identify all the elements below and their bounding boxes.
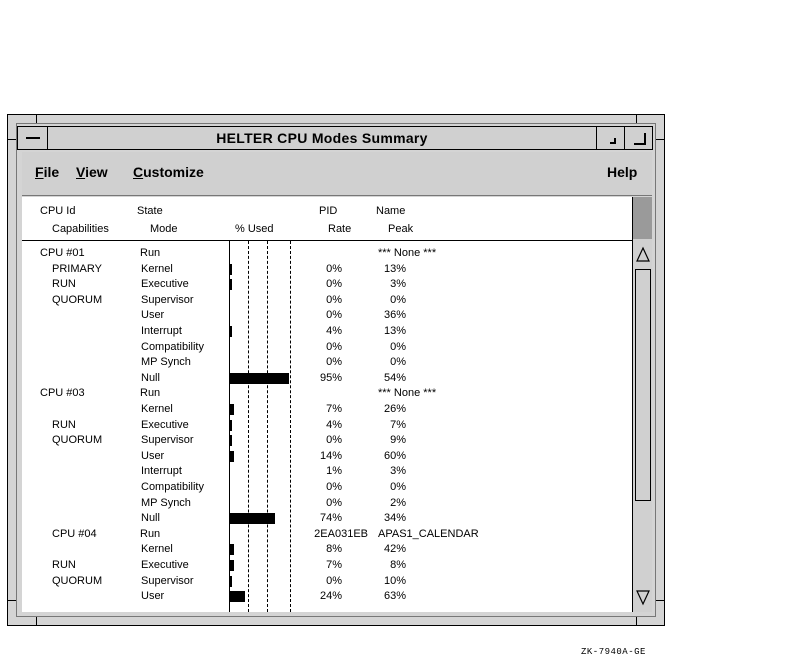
cell-process-name: *** None ***: [378, 247, 437, 259]
cell-peak: 0%: [390, 481, 406, 493]
menu-customize-label: ustomize: [143, 164, 204, 180]
cell-mode: MP Synch: [141, 356, 191, 369]
usage-bar: [230, 279, 232, 290]
cell-peak: 0%: [390, 356, 406, 369]
cell-mode: Null: [141, 371, 160, 384]
scroll-up-arrow-icon[interactable]: [635, 245, 651, 265]
menu-file-label: ile: [43, 164, 60, 180]
header-percent-used: % Used: [235, 223, 274, 235]
frame-resize-tick[interactable]: [656, 139, 664, 140]
gauge-gridline-75: [290, 241, 291, 612]
cell-mode: Interrupt: [141, 325, 182, 337]
usage-bar: [230, 420, 232, 431]
cpu-modes-table: [22, 197, 632, 612]
menu-bar: [22, 152, 652, 196]
usage-bar: [230, 451, 234, 462]
gauge-gridline-50: [267, 241, 268, 612]
frame-resize-tick[interactable]: [636, 115, 637, 123]
window-menu-button[interactable]: [18, 127, 48, 149]
cell-mode: Run: [140, 247, 161, 259]
cell-capability: PRIMARY: [52, 262, 102, 275]
cell-capability: CPU #04: [52, 527, 97, 540]
frame-resize-tick[interactable]: [636, 617, 637, 625]
cell-mode: Kernel: [141, 403, 173, 415]
header-capabilities: Capabilities: [52, 223, 109, 235]
cell-mode: User: [141, 590, 165, 603]
header-divider: [22, 240, 632, 241]
cell-mode: Compatibility: [141, 340, 204, 353]
cell-mode: Kernel: [141, 543, 173, 556]
frame-resize-tick[interactable]: [36, 617, 37, 625]
window-title: HELTER CPU Modes Summary: [216, 130, 428, 146]
menu-view[interactable]: [76, 164, 108, 180]
cell-capability: QUORUM: [52, 434, 103, 447]
menu-help[interactable]: Help: [607, 164, 638, 180]
cell-peak: 8%: [390, 559, 406, 571]
header-cpu-id: CPU Id: [40, 205, 76, 217]
cell-rate: 14%: [319, 449, 342, 462]
menu-view-label: iew: [85, 164, 108, 180]
vertical-scrollbar[interactable]: [632, 197, 652, 612]
scrollbar-header-block: [633, 197, 652, 239]
cell-peak: 13%: [383, 325, 406, 337]
cell-peak: 3%: [390, 278, 406, 291]
cell-mode: Supervisor: [141, 434, 194, 447]
header-rate: Rate: [328, 223, 352, 235]
cell-mode: Compatibility: [141, 481, 204, 493]
scroll-down-arrow-icon[interactable]: [635, 587, 651, 607]
cell-rate: 95%: [319, 371, 342, 384]
usage-bar: [230, 326, 232, 337]
cell-rate: 7%: [326, 559, 342, 571]
cell-peak: 0%: [390, 340, 406, 353]
minimize-icon: [610, 138, 616, 144]
cell-peak: 2%: [390, 496, 406, 509]
cell-rate: 0%: [326, 496, 342, 509]
cell-peak: 10%: [383, 574, 406, 587]
header-pid: PID: [319, 205, 338, 217]
usage-bar: [230, 560, 234, 571]
cell-rate: 0%: [326, 309, 342, 322]
usage-bar: [230, 404, 234, 415]
cell-peak: 34%: [383, 512, 406, 525]
maximize-icon: [634, 133, 646, 145]
cell-mode: MP Synch: [141, 496, 191, 509]
cell-mode: User: [141, 449, 165, 462]
title-bar[interactable]: [17, 126, 653, 150]
cell-rate: 0%: [326, 434, 342, 447]
cell-peak: 36%: [383, 309, 406, 322]
cell-peak: 3%: [390, 465, 406, 478]
cell-rate: 4%: [326, 325, 342, 337]
header-name: Name: [376, 205, 406, 217]
cell-rate: 1%: [326, 465, 342, 478]
menu-customize[interactable]: [133, 164, 204, 180]
cell-mode: Supervisor: [141, 293, 194, 306]
cell-process-name: APAS1_CALENDAR: [378, 527, 479, 540]
cell-mode: Kernel: [141, 262, 173, 275]
cell-rate: 0%: [326, 262, 342, 275]
frame-resize-tick[interactable]: [8, 139, 16, 140]
cell-rate: 0%: [326, 356, 342, 369]
header-peak: Peak: [388, 223, 414, 235]
window-menu-icon: [26, 137, 40, 139]
menu-view-mnemonic: V: [76, 164, 86, 180]
scrollbar-thumb[interactable]: [635, 269, 651, 501]
cell-peak: 42%: [383, 543, 406, 556]
cell-rate: 0%: [326, 574, 342, 587]
cell-rate: 0%: [326, 278, 342, 291]
cell-mode: Executive: [141, 559, 189, 571]
cell-capability: CPU #03: [40, 387, 85, 400]
cell-peak: 63%: [383, 590, 406, 603]
usage-bar: [230, 264, 232, 275]
cell-rate: 0%: [326, 481, 342, 493]
usage-bar: [230, 513, 275, 524]
cell-peak: 60%: [383, 449, 406, 462]
cell-rate: 8%: [326, 543, 342, 556]
cell-peak: 26%: [383, 403, 406, 415]
cell-mode: Interrupt: [141, 465, 182, 478]
gauge-gridline-25: [248, 241, 249, 612]
cell-mode: Executive: [141, 278, 189, 291]
cell-rate: 74%: [319, 512, 342, 525]
cell-process-name: *** None ***: [378, 387, 437, 400]
usage-bar: [230, 591, 245, 602]
figure-id: ZK-7940A-GE: [581, 647, 646, 657]
cell-mode: User: [141, 309, 165, 322]
cell-peak: 13%: [383, 262, 406, 275]
cell-peak: 54%: [383, 371, 406, 384]
menu-file-mnemonic: F: [35, 164, 44, 180]
cell-mode: Run: [140, 527, 161, 540]
cell-mode: Run: [140, 387, 161, 400]
frame-resize-tick[interactable]: [8, 600, 16, 601]
cell-rate: 0%: [326, 340, 342, 353]
cell-rate: 24%: [319, 590, 342, 603]
usage-bar: [230, 373, 289, 384]
cell-pid: 2EA031EB: [314, 527, 368, 540]
maximize-button[interactable]: [624, 127, 652, 149]
cell-mode: Executive: [141, 418, 189, 431]
cell-capability: RUN: [52, 278, 76, 291]
cell-peak: 7%: [390, 418, 406, 431]
cell-rate: 4%: [326, 418, 342, 431]
usage-bar: [230, 544, 234, 555]
menu-file[interactable]: [35, 164, 59, 180]
cell-capability: RUN: [52, 418, 76, 431]
usage-bar: [230, 576, 232, 587]
cell-mode: Supervisor: [141, 574, 194, 587]
cell-peak: 9%: [390, 434, 406, 447]
cell-peak: 0%: [390, 293, 406, 306]
menu-customize-mnemonic: C: [133, 164, 144, 180]
header-mode: Mode: [150, 223, 178, 235]
cell-capability: QUORUM: [52, 574, 103, 587]
cell-mode: Null: [141, 512, 160, 525]
header-state: State: [137, 205, 163, 217]
frame-resize-tick[interactable]: [36, 115, 37, 123]
cell-rate: 7%: [326, 403, 342, 415]
cell-capability: CPU #01: [40, 247, 85, 259]
cell-capability: QUORUM: [52, 293, 103, 306]
usage-bar: [230, 435, 232, 446]
minimize-button[interactable]: [596, 127, 624, 149]
cell-rate: 0%: [326, 293, 342, 306]
cell-capability: RUN: [52, 559, 76, 571]
frame-resize-tick[interactable]: [656, 600, 664, 601]
